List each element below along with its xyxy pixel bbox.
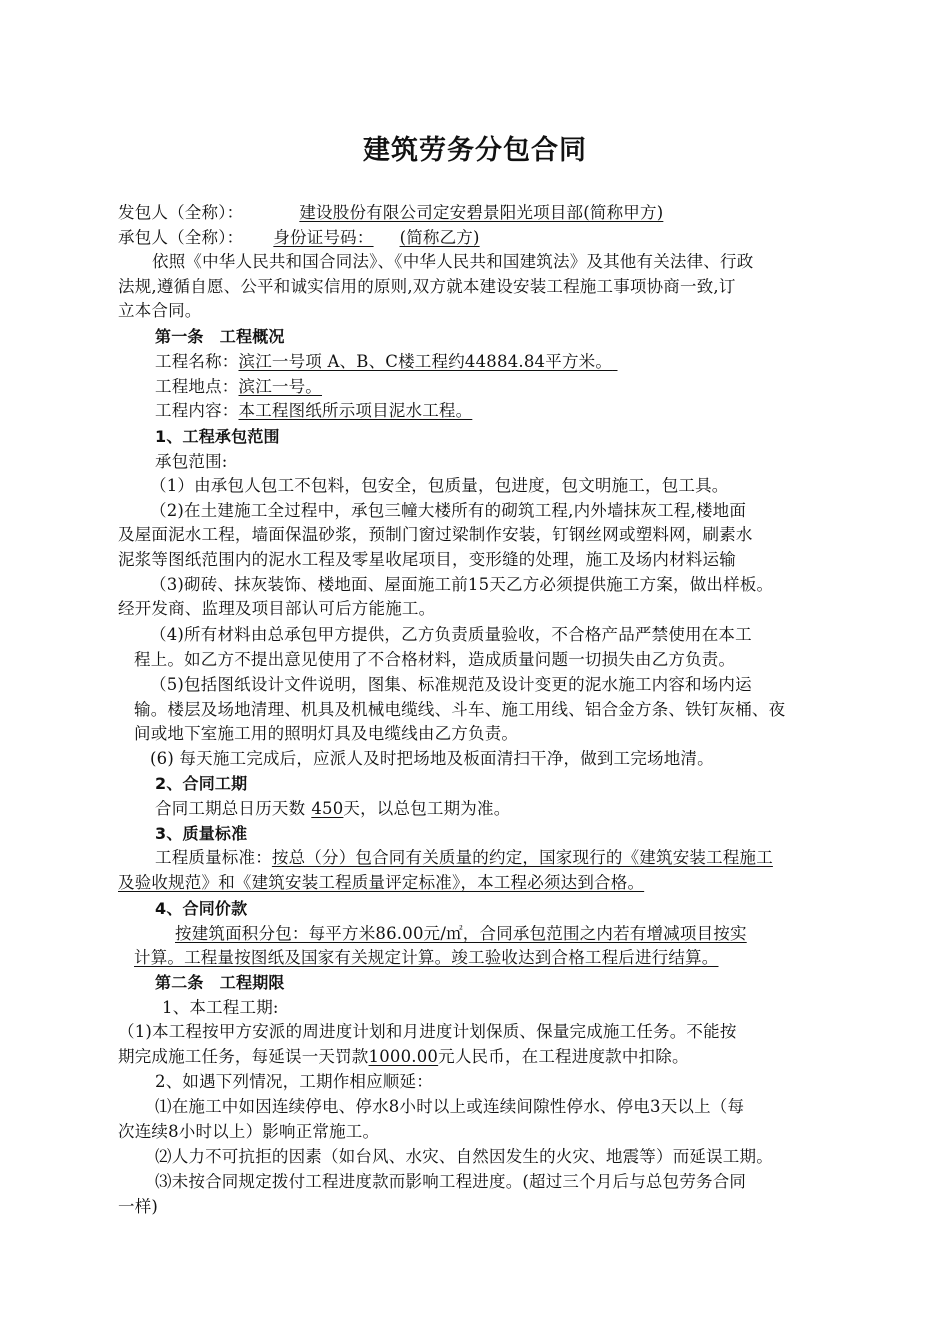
period-days: 450 — [311, 799, 344, 818]
article-2-heading: 第二条 工程期限 — [155, 973, 285, 992]
scope-item-4-line-1: （4)所有材料由总承包甲方提供，乙方负责质量验收，不合格产品严禁使用在本工 — [150, 625, 752, 644]
quality-value: 按总（分）包合同有关质量的约定，国家现行的《建筑安装工程施工 — [271, 848, 773, 867]
intro-line-1: 依照《中华人民共和国合同法》、《中华人民共和国建筑法》及其他有关法律、行政 — [152, 252, 754, 271]
quality-line-1: 工程质量标准：按总（分）包合同有关质量的约定，国家现行的《建筑安装工程施工 — [155, 848, 773, 867]
project-name-line: 工程名称：滨江一号项 A、B、C楼工程约44884.84平方米。 — [155, 352, 613, 371]
party-b-label: 承包人（全称）： — [118, 228, 244, 247]
scope-item-4-line-2: 程上。如乙方不提出意见使用了不合格材料，造成质量问题一切损失由乙方负责。 — [134, 650, 736, 669]
term-1-item-1-line-1: （1)本工程按甲方安派的周进度计划和月进度计划保质、保量完成施工任务。不能按 — [118, 1022, 737, 1041]
term-2-item-1-line-1: ⑴在施工中如因连续停电、停水8小时以上或连续间隙性停水、停电3天以上（每 — [155, 1097, 745, 1116]
party-a-line — [118, 202, 838, 224]
project-site-line: 工程地点：滨江一号。 — [155, 377, 322, 396]
scope-item-2-line-3: 泥浆等图纸范围内的泥水工程及零星收尾项目，变形缝的处理，施工及场内材料运输 — [118, 550, 736, 569]
section-4-heading: 4、合同价款 — [155, 899, 248, 918]
party-a-value: 建设股份有限公司定安碧景阳光项目部(简称甲方) — [299, 203, 664, 222]
scope-item-2-line-1: （2)在土建施工全过程中，承包三幢大楼所有的砌筑工程,内外墙抹灰工程,楼地面 — [150, 501, 747, 520]
page-title: 建筑劳务分包合同 — [363, 135, 587, 166]
project-content-line: 工程内容：本工程图纸所示项目泥水工程。 — [155, 401, 473, 420]
party-b-line — [118, 227, 838, 249]
scope-item-6: (6) 每天施工完成后，应派人及时把场地及板面清扫干净，做到工完场地清。 — [150, 749, 714, 768]
penalty-amount: 1000.00 — [368, 1047, 439, 1066]
scope-item-3-line-2: 经开发商、监理及项目部认可后方能施工。 — [118, 599, 436, 618]
term-2-item-2: ⑵人力不可抗拒的因素（如台风、水灾、自然因发生的火灾、地震等）而延误工期。 — [155, 1147, 773, 1166]
term-1-item-1-line-2: 期完成施工任务，每延误一天罚款1000.00元人民币，在工程进度款中扣除。 — [118, 1047, 689, 1066]
project-site-value: 滨江一号。 — [238, 377, 322, 396]
article-1-heading: 第一条 工程概况 — [155, 327, 285, 346]
scope-item-1: （1）由承包人包工不包料，包安全，包质量，包进度，包文明施工，包工具。 — [150, 476, 729, 495]
term-1-heading: 1、本工程工期: — [162, 998, 279, 1017]
quality-line-2: 及验收规范》和《建筑安装工程质量评定标准》，本工程必须达到合格。 — [118, 873, 645, 892]
term-2-item-3-line-2: 一样) — [118, 1197, 159, 1216]
project-content-value: 本工程图纸所示项目泥水工程。 — [238, 401, 473, 420]
scope-item-5-line-2: 输。楼层及场地清理、机具及机械电缆线、斗车、施工用线、铝合金方条、铁钉灰桶、夜 — [134, 700, 786, 719]
party-b-value: 身份证号码： (简称乙方) — [273, 228, 480, 247]
term-2-item-3-line-1: ⑶未按合同规定拨付工程进度款而影响工程进度。(超过三个月后与总包劳务合同 — [155, 1172, 747, 1191]
term-2-item-1-line-2: 次连续8小时以上）影响正常施工。 — [118, 1122, 380, 1141]
intro-line-2: 法规,遵循自愿、公平和诚实信用的原则,双方就本建设安装工程施工事项协商一致,订 — [118, 277, 736, 296]
scope-item-2-line-2: 及屋面泥水工程，墙面保温砂浆，预制门窗过梁制作安装，钉钢丝网或塑料网，刷素水 — [118, 525, 753, 544]
period-line: 合同工期总日历天数 450天，以总包工期为准。 — [155, 799, 511, 818]
scope-item-5-line-1: （5)包括图纸设计文件说明，图集、标准规范及设计变更的泥水施工内容和场内运 — [150, 675, 752, 694]
party-a-label: 发包人（全称）： — [118, 203, 244, 222]
price-line-2: 计算。工程量按图纸及国家有关规定计算。竣工验收达到合格工程后进行结算。 — [134, 948, 719, 967]
term-2-heading: 2、如遇下列情况，工期作相应顺延： — [155, 1072, 433, 1091]
project-name-value: 滨江一号项 A、B、C楼工程约44884.84平方米。 — [238, 352, 613, 371]
intro-line-3: 立本合同。 — [118, 301, 202, 320]
section-2-heading: 2、合同工期 — [155, 774, 248, 793]
price-line-1: 按建筑面积分包：每平方米86.00元/㎡，合同承包范围之内若有增减项目按实 — [175, 924, 747, 943]
section-3-heading: 3、质量标准 — [155, 824, 248, 843]
scope-item-5-line-3: 间或地下室施工用的照明灯具及电缆线由乙方负责。 — [134, 724, 519, 743]
scope-item-3-line-1: （3)砌砖、抹灰装饰、楼地面、屋面施工前15天乙方必须提供施工方案，做出样板。 — [150, 575, 774, 594]
scope-label: 承包范围: — [155, 452, 228, 471]
section-1-heading: 1、工程承包范围 — [155, 427, 280, 446]
